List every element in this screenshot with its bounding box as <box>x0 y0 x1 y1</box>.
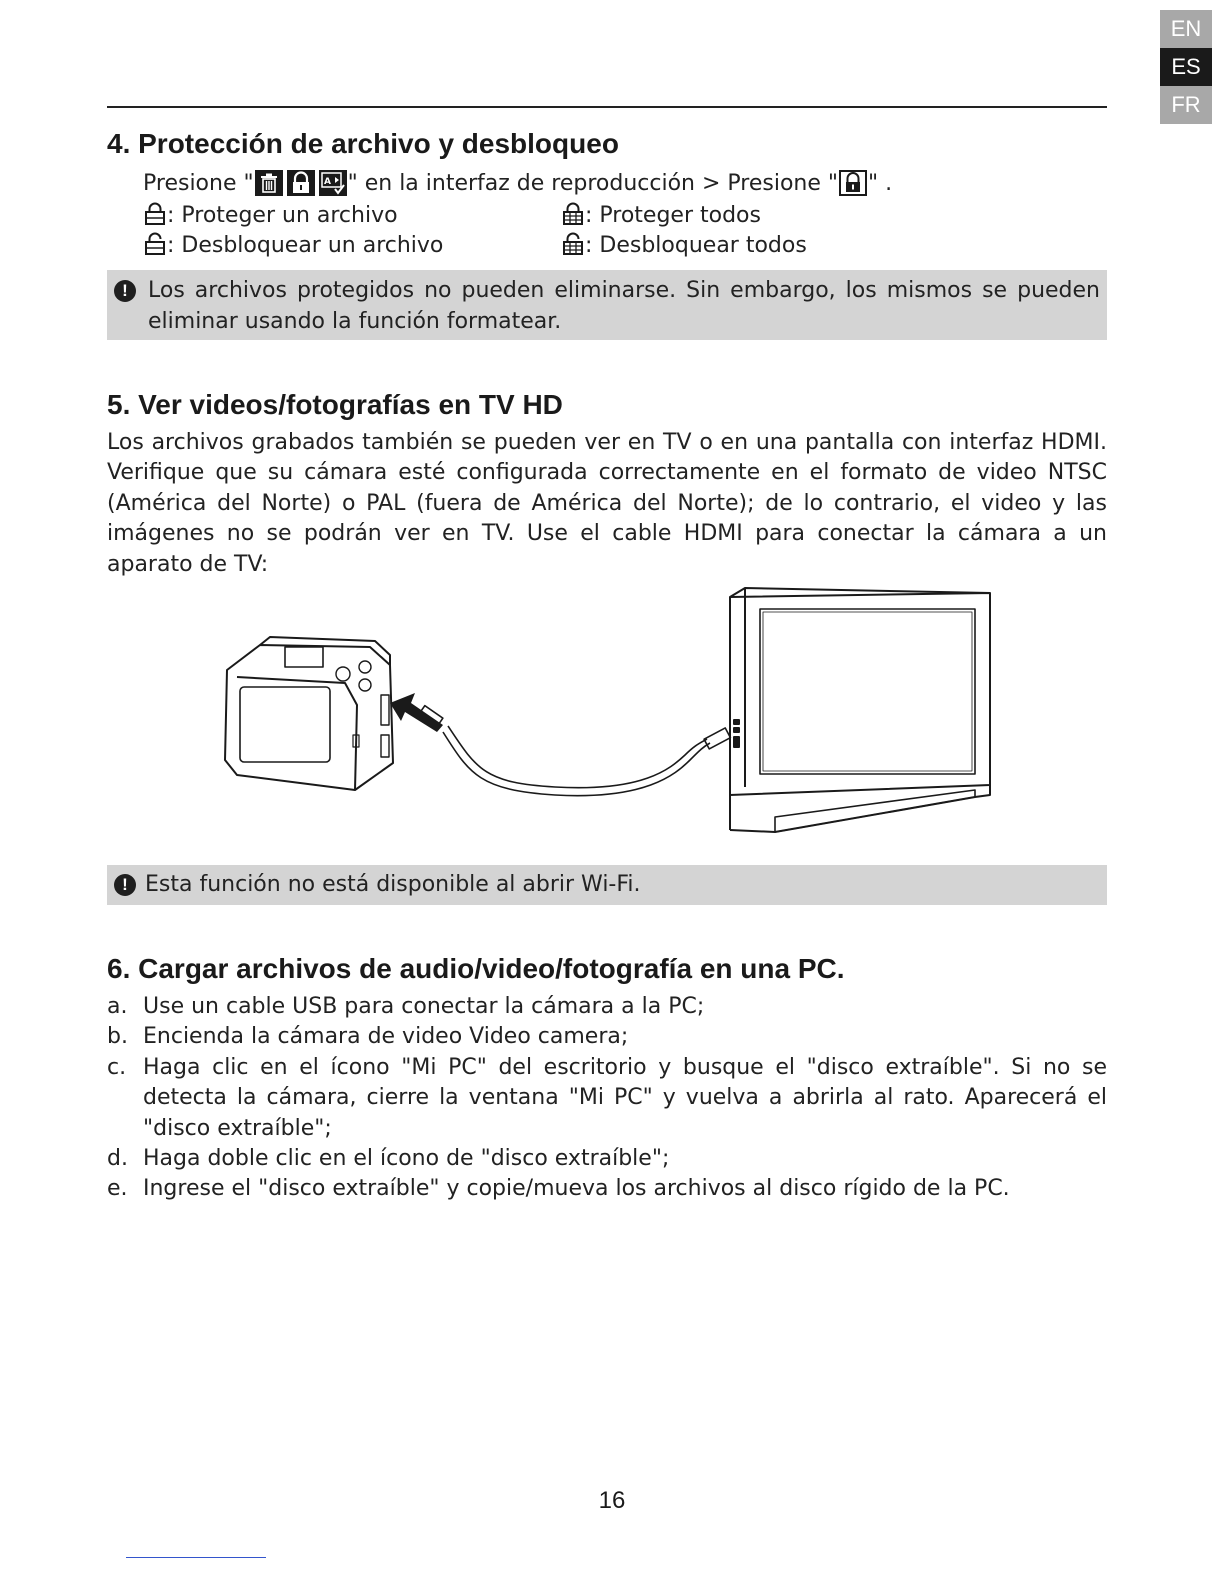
camera-illustration <box>225 637 393 790</box>
unlock-all-icon <box>562 232 584 256</box>
unlock-all-item: : Desbloquear todos <box>561 231 807 261</box>
lang-tab-fr[interactable]: FR <box>1160 86 1212 124</box>
hdmi-cable-illustration <box>419 706 731 796</box>
section4-instruction: Presione " A " en la interfaz de reproducción > Presione " " . <box>143 171 893 196</box>
section5-heading: 5. Ver videos/fotografías en TV HD <box>107 389 563 420</box>
playback-toolbar-icons <box>255 170 347 194</box>
protect-all-item: : Proteger todos <box>561 201 761 231</box>
warning-icon: ! <box>114 280 136 302</box>
section4-note <box>107 270 1107 340</box>
section6-heading: 6. Cargar archivos de audio/video/fotografía en una PC. <box>107 953 845 984</box>
lock-all-icon <box>562 202 584 226</box>
lock-icon <box>287 170 315 196</box>
list-item: e. Ingrese el "disco extraíble" y copie/mueva los archivos al disco rígido de la PC. <box>107 1176 1010 1202</box>
select-all-icon <box>319 170 347 196</box>
svg-text:A: A <box>323 177 331 187</box>
list-item: a. Use un cable USB para conectar la cámara a la PC; <box>107 994 705 1019</box>
list-item: d. Haga doble clic en el ícono de "disco extraíble"; <box>107 1146 670 1172</box>
protect-one-item: : Proteger un archivo <box>143 201 398 231</box>
lock-single-icon <box>144 202 166 226</box>
unlock-one-item: : Desbloquear un archivo <box>143 231 443 261</box>
camera-hdmi-tv-illustration <box>215 585 1005 845</box>
section5-note-text: Esta función no está disponible al abrir Wi-Fi. <box>145 872 641 897</box>
warning-icon: ! <box>114 874 136 896</box>
page-number: 16 <box>598 1487 626 1514</box>
list-item: c. Haga clic en el ícono "Mi PC" del escritorio y busque el "disco extraíble". Si no se detecta la cámara, cierre la ventana "Mi PC" y vuelva a abrirla al rato. Aparecerá el "disco extraíble"; <box>107 1054 1107 1141</box>
section4-heading: 4. Protección de archivo y desbloqueo <box>107 128 619 159</box>
section4-note-text: Los archivos protegidos no pueden eliminarse. Sin embargo, los mismos se pueden eliminar usando la función formatear. <box>148 278 1100 334</box>
lang-tab-es[interactable]: ES <box>1160 48 1212 86</box>
top-rule <box>107 106 1107 108</box>
trash-icon <box>255 170 283 196</box>
section5-note <box>107 865 1107 905</box>
language-tabs <box>1160 10 1212 124</box>
unlock-single-icon <box>144 232 166 256</box>
section6-steps <box>107 992 1107 1205</box>
lock-select-icon <box>839 170 867 194</box>
lang-tab-en[interactable]: EN <box>1160 10 1212 48</box>
section5-paragraph: Los archivos grabados también se pueden ver en TV o en una pantalla con interfaz HDMI. Verifique que su cámara esté configurada correctamente en el formato de video NTSC (América del Norte) o PAL (fuera de América del Norte); de lo contrario, el video y las imágenes no se podrán ver en TV. Use el cable HDMI para conectar la cámara a un aparato de TV: <box>107 430 1107 577</box>
footer-link-line[interactable] <box>126 1557 266 1558</box>
list-item: b. Encienda la cámara de video Video camera; <box>107 1024 629 1050</box>
tv-illustration <box>730 588 990 832</box>
